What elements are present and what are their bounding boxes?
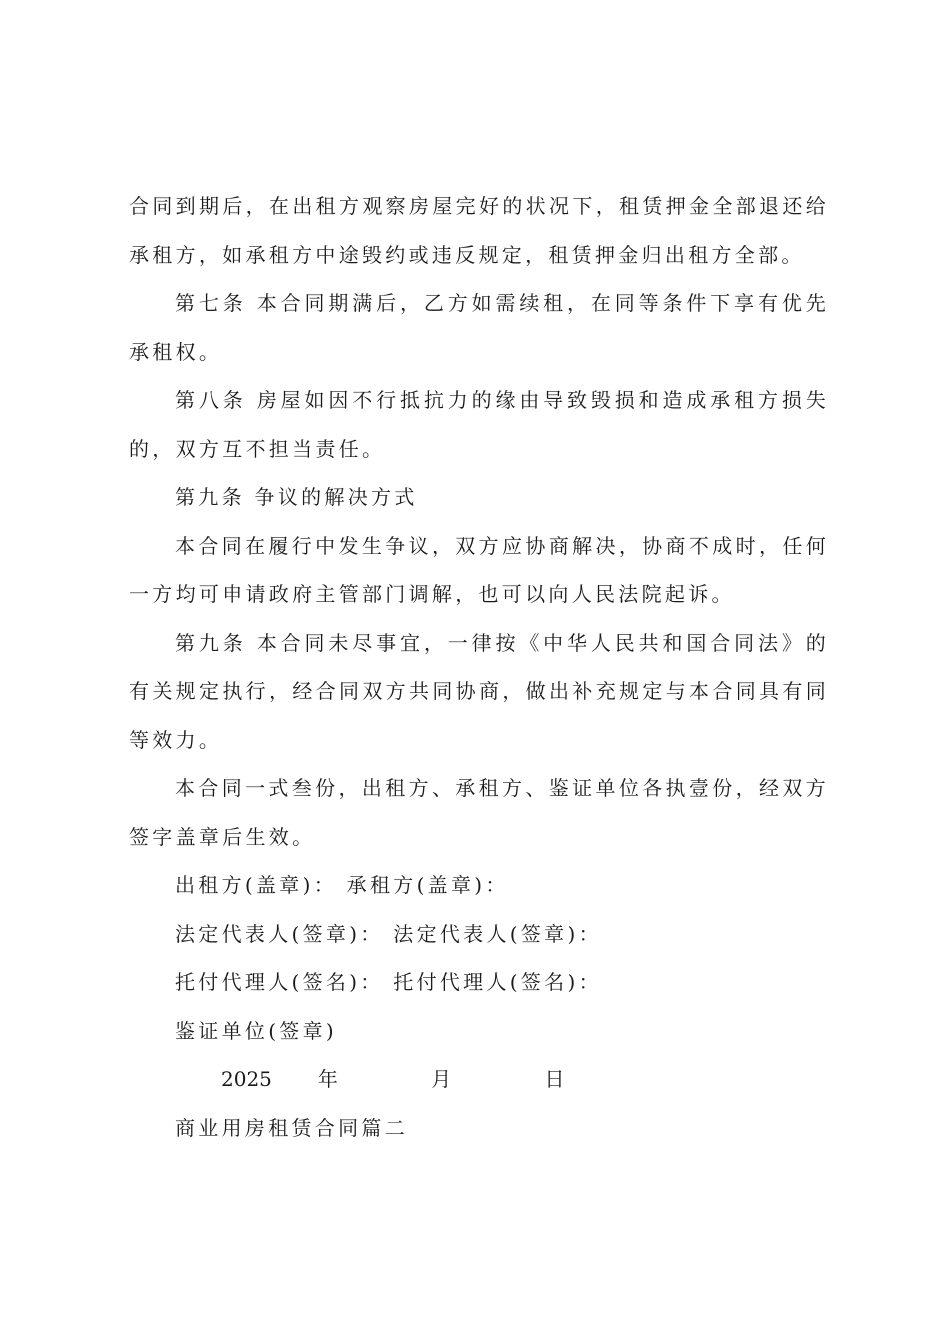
signature-line-legal-rep: 法定代表人(签章)： 法定代表人(签章)： bbox=[175, 921, 602, 946]
date-month: 月 bbox=[431, 1067, 455, 1091]
next-section-title: 商业用房租赁合同篇二 bbox=[175, 1115, 408, 1140]
signature-line-seal: 出租方(盖章)： 承租方(盖章)： bbox=[175, 873, 509, 897]
paragraph-article-9-heading: 第九条 争议的解决方式 bbox=[175, 485, 418, 509]
date-year: 2025 bbox=[221, 1067, 272, 1091]
paragraph-copies: 本合同一式叁份，出租方、承租方、鉴证单位各执壹份，经双方签字盖章后生效。 bbox=[129, 776, 829, 849]
signature-line-agent: 托付代理人(签名)： 托付代理人(签名)： bbox=[175, 970, 602, 994]
paragraph-deposit-return: 合同到期后，在出租方观察房屋完好的状况下，租赁押金全部退还给承租方，如承租方中途毁约或违反规定，租赁押金归出租方全部。 bbox=[129, 194, 829, 267]
paragraph-article-7: 第七条 本合同期满后，乙方如需续租，在同等条件下享有优先承租权。 bbox=[129, 291, 829, 364]
date-day: 日 bbox=[544, 1067, 568, 1091]
paragraph-dispute-resolution: 本合同在履行中发生争议，双方应协商解决，协商不成时，任何一方均可申请政府主管部门调解，也可以向人民法院起诉。 bbox=[129, 533, 829, 606]
date-year-suffix: 年 bbox=[317, 1067, 342, 1091]
paragraph-article-9-supplement: 第九条 本合同未尽事宜，一律按《中华人民共和国合同法》的有关规定执行，经合同双方共同协商，做出补充规定与本合同具有同等效力。 bbox=[129, 630, 829, 752]
signature-line-witness: 鉴证单位(签章) bbox=[175, 1018, 338, 1043]
document-body bbox=[129, 182, 829, 1152]
date-line bbox=[129, 1055, 829, 1104]
paragraph-article-8: 第八条 房屋如因不行抵抗力的缘由导致毁损和造成承租方损失的，双方互不担当责任。 bbox=[129, 388, 829, 461]
